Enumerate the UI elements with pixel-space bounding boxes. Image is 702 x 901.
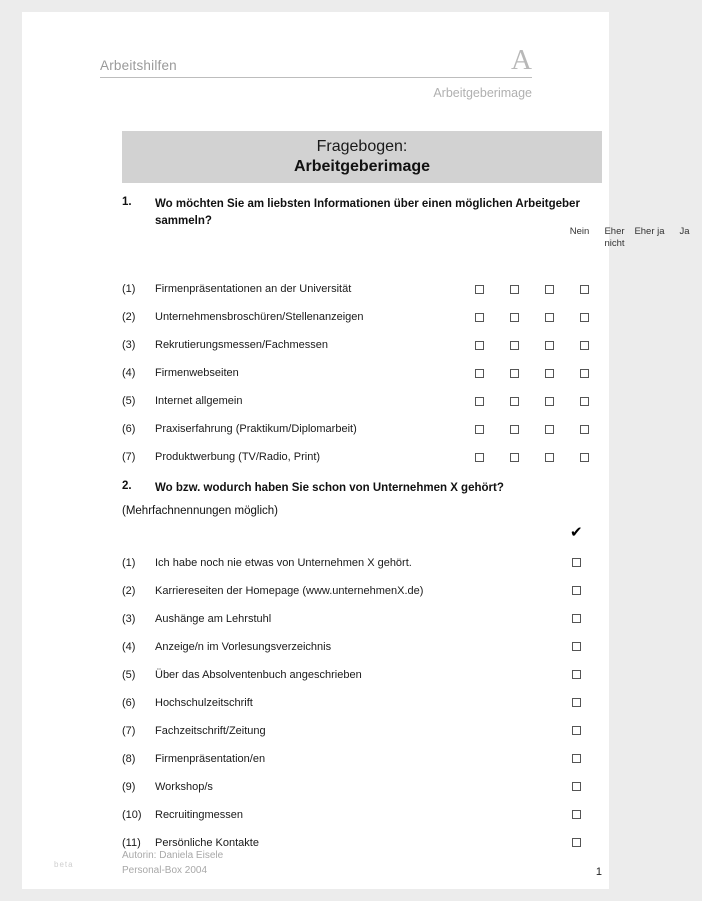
- question-1-heading: [122, 196, 602, 229]
- checkbox-cell[interactable]: [462, 642, 602, 651]
- row-index: (3): [122, 339, 136, 352]
- row-index: (11): [122, 836, 141, 849]
- checkbox-cell[interactable]: [462, 670, 602, 679]
- document-sheet: [22, 12, 690, 889]
- list-item: [122, 633, 602, 661]
- checkbox-icon[interactable]: [572, 698, 581, 707]
- checkbox-icon[interactable]: [510, 285, 519, 294]
- checkbox-icon[interactable]: [475, 285, 484, 294]
- row-index: (1): [122, 283, 136, 296]
- checkbox-icon[interactable]: [572, 754, 581, 763]
- checkbox-cell[interactable]: [462, 341, 497, 350]
- row-label: Workshop/s: [155, 780, 213, 793]
- checkbox-cell[interactable]: [532, 425, 567, 434]
- checkbox-cell[interactable]: [532, 453, 567, 462]
- question-1-number: 1.: [122, 196, 132, 208]
- checkbox-cell[interactable]: [462, 285, 497, 294]
- checkbox-cell[interactable]: [462, 754, 602, 763]
- checkbox-icon[interactable]: [580, 425, 589, 434]
- row-label: Firmenpräsentationen an der Universität: [155, 283, 352, 296]
- checkbox-icon[interactable]: [510, 341, 519, 350]
- checkbox-icon[interactable]: [545, 425, 554, 434]
- checkbox-cell[interactable]: [462, 313, 497, 322]
- checkbox-cell[interactable]: [532, 313, 567, 322]
- checkbox-icon[interactable]: [510, 453, 519, 462]
- row-index: (6): [122, 696, 136, 709]
- checkbox-cell[interactable]: [497, 369, 532, 378]
- header-topic-label: Arbeitgeberimage: [433, 85, 532, 100]
- footer-credits: [122, 848, 223, 878]
- checkbox-cell[interactable]: [497, 425, 532, 434]
- scale-label-ja: Ja: [679, 226, 690, 237]
- list-item: [122, 577, 602, 605]
- checkbox-icon[interactable]: [545, 341, 554, 350]
- checkbox-icon[interactable]: [475, 425, 484, 434]
- checkbox-cell[interactable]: [567, 369, 602, 378]
- title-line-1: Fragebogen:: [316, 138, 408, 156]
- checkbox-cell[interactable]: [462, 782, 602, 791]
- spacer: [155, 525, 462, 543]
- checkbox-icon[interactable]: [572, 586, 581, 595]
- row-index: (3): [122, 612, 136, 625]
- checkbox-icon[interactable]: [545, 369, 554, 378]
- checkbox-cell[interactable]: [462, 369, 497, 378]
- row-checkboxes: [462, 397, 602, 406]
- row-index: (4): [122, 640, 136, 653]
- row-label: Unternehmensbroschüren/Stellenanzeigen: [155, 311, 364, 324]
- table-row: [122, 275, 602, 303]
- checkbox-icon[interactable]: [572, 614, 581, 623]
- row-label: Hochschulzeitschrift: [155, 696, 253, 709]
- checkbox-cell[interactable]: [497, 285, 532, 294]
- checkbox-cell[interactable]: [567, 341, 602, 350]
- checkbox-cell[interactable]: [532, 397, 567, 406]
- row-label: Aushänge am Lehrstuhl: [155, 612, 272, 625]
- row-index: (10): [122, 808, 142, 821]
- row-index: (5): [122, 395, 136, 408]
- checkbox-cell[interactable]: [462, 726, 602, 735]
- row-label: Anzeige/n im Vorlesungsverzeichnis: [155, 640, 332, 653]
- scale-label-nein: Nein: [569, 226, 590, 237]
- checkbox-cell[interactable]: [567, 285, 602, 294]
- checkbox-cell[interactable]: [497, 453, 532, 462]
- checkbox-icon[interactable]: [572, 558, 581, 567]
- table-row: [122, 331, 602, 359]
- row-index: (7): [122, 724, 136, 737]
- footer-author: Autorin: Daniela Eisele: [122, 850, 224, 861]
- checkbox-icon[interactable]: [572, 838, 581, 847]
- checkbox-cell[interactable]: [567, 453, 602, 462]
- checkbox-cell[interactable]: [532, 285, 567, 294]
- header-section-label: Arbeitshilfen: [100, 57, 177, 73]
- header-row: [100, 44, 532, 78]
- row-label: Rekrutierungsmessen/Fachmessen: [155, 339, 329, 352]
- table-row: [122, 443, 602, 471]
- table-row: [122, 303, 602, 331]
- checkbox-cell[interactable]: [567, 313, 602, 322]
- checkbox-cell[interactable]: [567, 425, 602, 434]
- row-index: (7): [122, 451, 136, 464]
- question-1-text: Wo möchten Sie am liebsten Informationen über einen möglichen Arbeitgeber sammeln?: [155, 198, 580, 227]
- document-title-band: [122, 131, 602, 183]
- row-label: Recruitingmessen: [155, 808, 244, 821]
- row-checkboxes: [462, 285, 602, 294]
- question-2-subtext: (Mehrfachnennungen möglich): [122, 504, 278, 517]
- checkbox-icon[interactable]: [572, 642, 581, 651]
- document-footer: [122, 848, 602, 878]
- list-item: [122, 661, 602, 689]
- checkbox-cell[interactable]: [462, 698, 602, 707]
- list-item: [122, 717, 602, 745]
- checkbox-icon[interactable]: [545, 397, 554, 406]
- list-item: [122, 773, 602, 801]
- checkbox-cell[interactable]: [462, 614, 602, 623]
- checkbox-icon[interactable]: [475, 397, 484, 406]
- checkbox-icon[interactable]: [572, 670, 581, 679]
- checkbox-icon[interactable]: [580, 369, 589, 378]
- checkbox-cell[interactable]: [497, 397, 532, 406]
- row-label: Über das Absolventenbuch angeschrieben: [155, 668, 362, 681]
- row-label: Produktwerbung (TV/Radio, Print): [155, 451, 321, 464]
- checkbox-icon[interactable]: [580, 453, 589, 462]
- scale-label-eher-nicht: Eher nicht: [604, 226, 625, 249]
- checkbox-icon[interactable]: [545, 453, 554, 462]
- checkmark-icon: ✔: [570, 523, 583, 541]
- row-checkboxes: [462, 453, 602, 462]
- page-number: 1: [595, 866, 602, 878]
- checkbox-cell[interactable]: [462, 558, 602, 567]
- checkbox-cell[interactable]: [532, 341, 567, 350]
- question-2: [122, 480, 602, 849]
- row-checkboxes: [462, 425, 602, 434]
- checkbox-icon[interactable]: [545, 313, 554, 322]
- row-label: Firmenwebseiten: [155, 367, 239, 380]
- checkbox-icon[interactable]: [580, 285, 589, 294]
- question-2-rows: [122, 549, 602, 857]
- row-label: Karriereseiten der Homepage (www.unternehmenX.de): [155, 584, 424, 597]
- row-label: Ich habe noch nie etwas von Unternehmen X gehört.: [155, 556, 412, 569]
- checkbox-icon[interactable]: [510, 425, 519, 434]
- question-2-mark-row: [122, 525, 602, 543]
- checkbox-cell[interactable]: [462, 838, 602, 847]
- checkbox-icon[interactable]: [475, 341, 484, 350]
- question-1: [122, 196, 690, 464]
- row-index: (2): [122, 311, 136, 324]
- checkbox-icon[interactable]: [475, 369, 484, 378]
- row-label: Praxiserfahrung (Praktikum/Diplomarbeit): [155, 423, 357, 436]
- checkbox-cell[interactable]: [462, 425, 497, 434]
- list-item: [122, 689, 602, 717]
- row-index: (9): [122, 780, 136, 793]
- row-index: (5): [122, 668, 136, 681]
- checkbox-icon[interactable]: [510, 313, 519, 322]
- checkbox-icon[interactable]: [580, 341, 589, 350]
- row-index: (2): [122, 584, 136, 597]
- checkbox-icon[interactable]: [545, 285, 554, 294]
- row-checkboxes: [462, 369, 602, 378]
- question-2-heading: [122, 480, 602, 497]
- checkbox-cell[interactable]: [532, 369, 567, 378]
- row-label: Persönliche Kontakte: [155, 836, 259, 849]
- checkbox-icon[interactable]: [572, 810, 581, 819]
- header-index-letter: A: [511, 44, 532, 76]
- checkbox-icon[interactable]: [580, 397, 589, 406]
- table-row: [122, 387, 602, 415]
- row-index: (4): [122, 367, 136, 380]
- list-item: [122, 549, 602, 577]
- checkbox-cell[interactable]: [462, 586, 602, 595]
- document-header: [100, 44, 532, 100]
- row-checkboxes: [462, 313, 602, 322]
- title-line-2: Arbeitgeberimage: [293, 157, 431, 175]
- checkbox-icon[interactable]: [475, 453, 484, 462]
- footer-source: Personal-Box 2004: [122, 865, 208, 876]
- checkbox-cell[interactable]: [462, 453, 497, 462]
- checkbox-cell[interactable]: [497, 313, 532, 322]
- spacer: [122, 525, 155, 543]
- checkbox-cell[interactable]: [567, 397, 602, 406]
- scale-label-eher-ja: Eher ja: [634, 226, 665, 237]
- question-1-scale-header: [562, 226, 702, 250]
- row-label: Internet allgemein: [155, 395, 243, 408]
- list-item: [122, 801, 602, 829]
- list-item: [122, 745, 602, 773]
- question-2-text: Wo bzw. wodurch haben Sie schon von Unternehmen X gehört?: [155, 482, 504, 494]
- table-row: [122, 359, 602, 387]
- question-2-number: 2.: [122, 480, 132, 492]
- row-checkboxes: [462, 341, 602, 350]
- checkbox-icon[interactable]: [572, 726, 581, 735]
- row-index: (1): [122, 556, 136, 569]
- corner-watermark: beta: [54, 860, 74, 869]
- question-1-rows: [122, 275, 602, 471]
- row-index: (6): [122, 423, 136, 436]
- checkbox-cell[interactable]: [462, 810, 602, 819]
- checkbox-icon[interactable]: [475, 313, 484, 322]
- checkbox-icon[interactable]: [510, 369, 519, 378]
- row-index: (8): [122, 752, 136, 765]
- checkbox-icon[interactable]: [572, 782, 581, 791]
- checkbox-icon[interactable]: [580, 313, 589, 322]
- checkbox-cell[interactable]: [462, 397, 497, 406]
- checkbox-icon[interactable]: [510, 397, 519, 406]
- table-row: [122, 415, 602, 443]
- list-item: [122, 605, 602, 633]
- checkbox-cell[interactable]: [497, 341, 532, 350]
- row-label: Fachzeitschrift/Zeitung: [155, 724, 266, 737]
- row-label: Firmenpräsentation/en: [155, 752, 266, 765]
